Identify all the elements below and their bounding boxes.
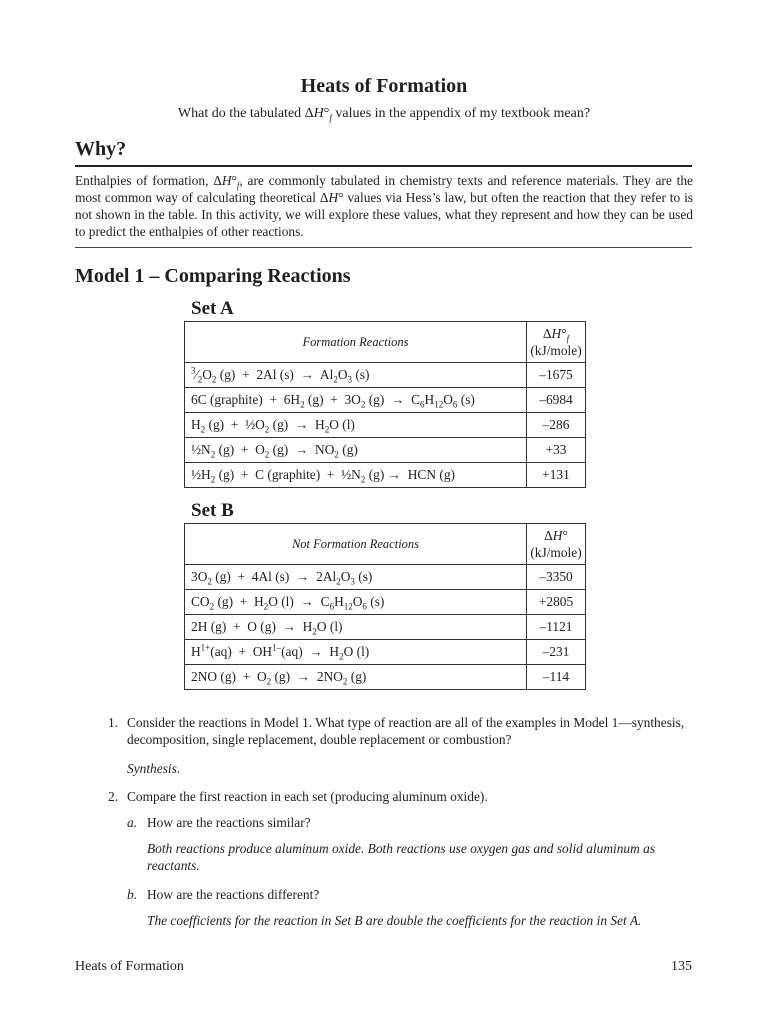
value-cell: –114 [527, 665, 586, 690]
page-subtitle: What do the tabulated $\Delta H^\circ_f$ values in the appendix of my textbook mean? [177, 106, 591, 123]
table-row [185, 413, 586, 438]
set-b-table [184, 523, 586, 690]
question-text: Compare the first reaction in each set (producing aluminum oxide). [127, 789, 488, 804]
subquestion-letter: a. [127, 815, 138, 830]
reaction-cell: 6C (graphite) + $6H_2$ $(g) + 3O_2$ $(g) \to C_6H_{12}O_6$ (s) [185, 388, 527, 413]
value-header: ΔH° (kJ/mole) [527, 524, 586, 565]
reaction-cell: $H^{1+}(aq) + OH^{1-}(aq) \to H_2O$ (l) [185, 640, 527, 665]
table-row [185, 438, 586, 463]
divider [75, 247, 692, 248]
reaction-cell: $\frac{1}{2}N_2$ $(g) + O_2$ $(g) \to NO_2$ (g) [185, 438, 527, 463]
model-heading: Model 1 – Comparing Reactions [75, 265, 351, 287]
page-title: Heats of Formation [300, 75, 468, 97]
table-row [185, 565, 586, 590]
value-cell: +33 [527, 438, 586, 463]
page-number: 135 [671, 959, 692, 974]
question-text: Consider the reactions in Model 1. What type of reaction are all of the examples in Model 1—synthesis, decomposition, single replacement, double replacement or combustion? [127, 715, 685, 747]
why-heading: Why? [75, 138, 127, 160]
table-row [185, 363, 586, 388]
answer-text: The coefficients for the reaction in Set B are double the coefficients for the reaction in Set A. [147, 913, 642, 928]
reaction-cell: $\frac{1}{2}H_2$ (g) + C (graphite) + $\frac{1}{2}N_2$ (g) → HCN (g) [185, 463, 527, 488]
column-header: Formation Reactions [185, 322, 527, 363]
reaction-cell: $^3⁄_2O_2$ (g) + 2Al $(s) \to Al_2O_3$ (s) [185, 363, 527, 388]
subquestion-text: How are the reactions similar? [147, 815, 311, 830]
table-row [185, 665, 586, 690]
why-paragraph: Enthalpies of formation, $\Delta H^\circ_f$, are commonly tabulated in chemistry texts and reference materials. They are the most common way of calculating theoretical ΔH° values via Hess’s law, but often the reaction that they refer to is not shown in the table. In this activity, we will explore these values, what they represent and how they can be used to predict the enthalpies of other reactions. [75, 173, 693, 239]
value-cell: –1675 [527, 363, 586, 388]
answer-text: Both reactions produce aluminum oxide. Both reactions use oxygen gas and solid aluminum as reactants. [147, 841, 656, 873]
reaction-cell: $3O_2$ (g) + 4Al $(s) \to 2Al_2O_3$ (s) [185, 565, 527, 590]
value-cell: –231 [527, 640, 586, 665]
set-a-table [184, 321, 586, 488]
reaction-cell: $H_2$ $(g) + \frac{1}{2}O_2$ $(g) \to H_2O$ (l) [185, 413, 527, 438]
table-row [185, 640, 586, 665]
table-row [185, 463, 586, 488]
reaction-cell: 2H (g) + O $(g) \to H_2O$ (l) [185, 615, 527, 640]
value-cell: –1121 [527, 615, 586, 640]
table-row [185, 615, 586, 640]
subquestion-text: How are the reactions different? [147, 887, 320, 902]
value-cell: +2805 [527, 590, 586, 615]
value-cell: –6984 [527, 388, 586, 413]
reaction-cell: 2NO $(g) + O_2$ $(g) \to 2NO_2$ (g) [185, 665, 527, 690]
value-cell: –3350 [527, 565, 586, 590]
question-number: 2. [108, 789, 119, 804]
value-cell: –286 [527, 413, 586, 438]
subquestion-letter: b. [127, 887, 138, 902]
answer-text: Synthesis. [127, 761, 181, 776]
set-b-heading: Set B [191, 500, 234, 521]
reaction-cell: $CO_2$ $(g) + H_2O$ $(l) \to C_6H_{12}O_6$ (s) [185, 590, 527, 615]
value-cell: +131 [527, 463, 586, 488]
column-header: Not Formation Reactions [185, 524, 527, 565]
divider [75, 165, 692, 167]
value-header: $\Delta H^\circ_f$ (kJ/mole) [527, 322, 586, 363]
table-row [185, 388, 586, 413]
table-row [185, 590, 586, 615]
footer-title: Heats of Formation [75, 959, 184, 974]
question-number: 1. [108, 715, 119, 730]
set-a-heading: Set A [191, 298, 234, 319]
